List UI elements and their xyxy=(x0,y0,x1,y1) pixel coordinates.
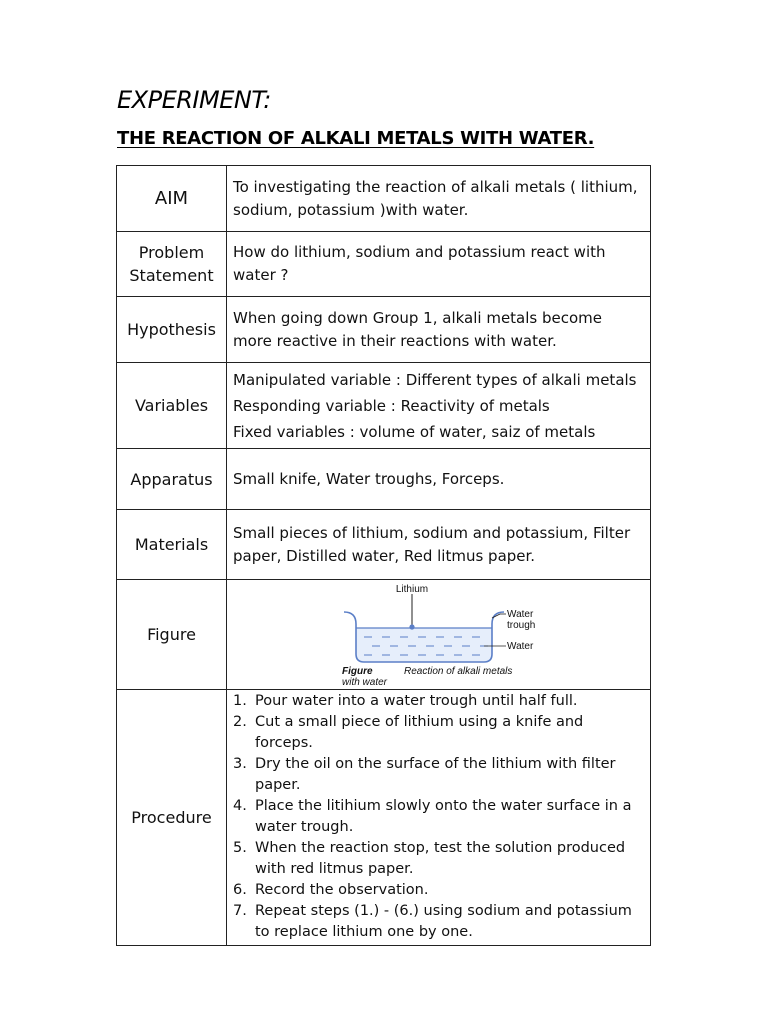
water-trough-label-2: trough xyxy=(506,619,535,631)
procedure-cell xyxy=(227,690,651,946)
fixed-variables: Fixed variables : volume of water, saiz of metals xyxy=(233,422,596,441)
apparatus-text: Small knife, Water troughs, Forceps. xyxy=(227,449,651,510)
procedure-label: Procedure xyxy=(117,690,227,946)
variables-label: Variables xyxy=(117,363,227,449)
row-hypothesis xyxy=(117,297,651,363)
figure-caption-bold: Figure xyxy=(341,665,373,677)
responding-variable: Responding variable : Reactivity of metals xyxy=(233,396,550,415)
figure-cell xyxy=(227,580,651,690)
manipulated-variable: Manipulated variable : Different types of alkali metals xyxy=(233,370,637,389)
aim-label: AIM xyxy=(117,166,227,232)
procedure-step: 5. When the reaction stop, test the solution produced with red litmus paper. xyxy=(233,840,626,877)
procedure-step: 6. Record the observation. xyxy=(233,882,429,898)
materials-text: Small pieces of lithium, sodium and potassium, Filter paper, Distilled water, Red litmus paper. xyxy=(227,510,651,580)
procedure-step: 7. Repeat steps (1.) - (6.) using sodium and potassium to replace lithium one by one. xyxy=(233,903,632,940)
procedure-list xyxy=(233,691,644,943)
variables-text xyxy=(227,363,651,449)
experiment-title: THE REACTION OF ALKALI METALS WITH WATER. xyxy=(117,128,595,149)
hypothesis-label: Hypothesis xyxy=(117,297,227,363)
row-procedure xyxy=(117,690,651,946)
experiment-heading: EXPERIMENT: xyxy=(117,86,271,114)
row-figure xyxy=(117,580,651,690)
figure-caption-line2: with water xyxy=(341,676,387,686)
row-materials xyxy=(117,510,651,580)
water-label: Water xyxy=(506,640,533,652)
procedure-step: 4. Place the litihium slowly onto the water surface in a water trough. xyxy=(233,798,632,835)
procedure-step: 2. Cut a small piece of lithium using a knife and forceps. xyxy=(233,714,584,751)
lithium-label: Lithium xyxy=(395,583,428,595)
apparatus-label: Apparatus xyxy=(117,449,227,510)
water-trough-diagram xyxy=(334,584,544,686)
aim-text: To investigating the reaction of alkali metals ( lithium, sodium, potassium )with water. xyxy=(227,166,651,232)
procedure-step: 1. Pour water into a water trough until half full. xyxy=(233,693,578,709)
procedure-step: 3. Dry the oil on the surface of the lithium with filter paper. xyxy=(233,756,616,793)
row-aim xyxy=(117,166,651,232)
figure-label: Figure xyxy=(117,580,227,690)
lithium-piece xyxy=(409,624,414,629)
row-variables xyxy=(117,363,651,449)
materials-label: Materials xyxy=(117,510,227,580)
row-apparatus xyxy=(117,449,651,510)
water-trough-label-1: Water xyxy=(506,608,533,620)
problem-statement-text: How do lithium, sodium and potassium react with water ? xyxy=(227,232,651,297)
problem-statement-label: Problem Statement xyxy=(117,232,227,297)
hypothesis-text: When going down Group 1, alkali metals become more reactive in their reactions with water. xyxy=(227,297,651,363)
row-problem-statement xyxy=(117,232,651,297)
figure-caption-text: Reaction of alkali metals xyxy=(403,665,512,677)
experiment-table xyxy=(116,165,651,946)
water-fill xyxy=(356,628,492,662)
